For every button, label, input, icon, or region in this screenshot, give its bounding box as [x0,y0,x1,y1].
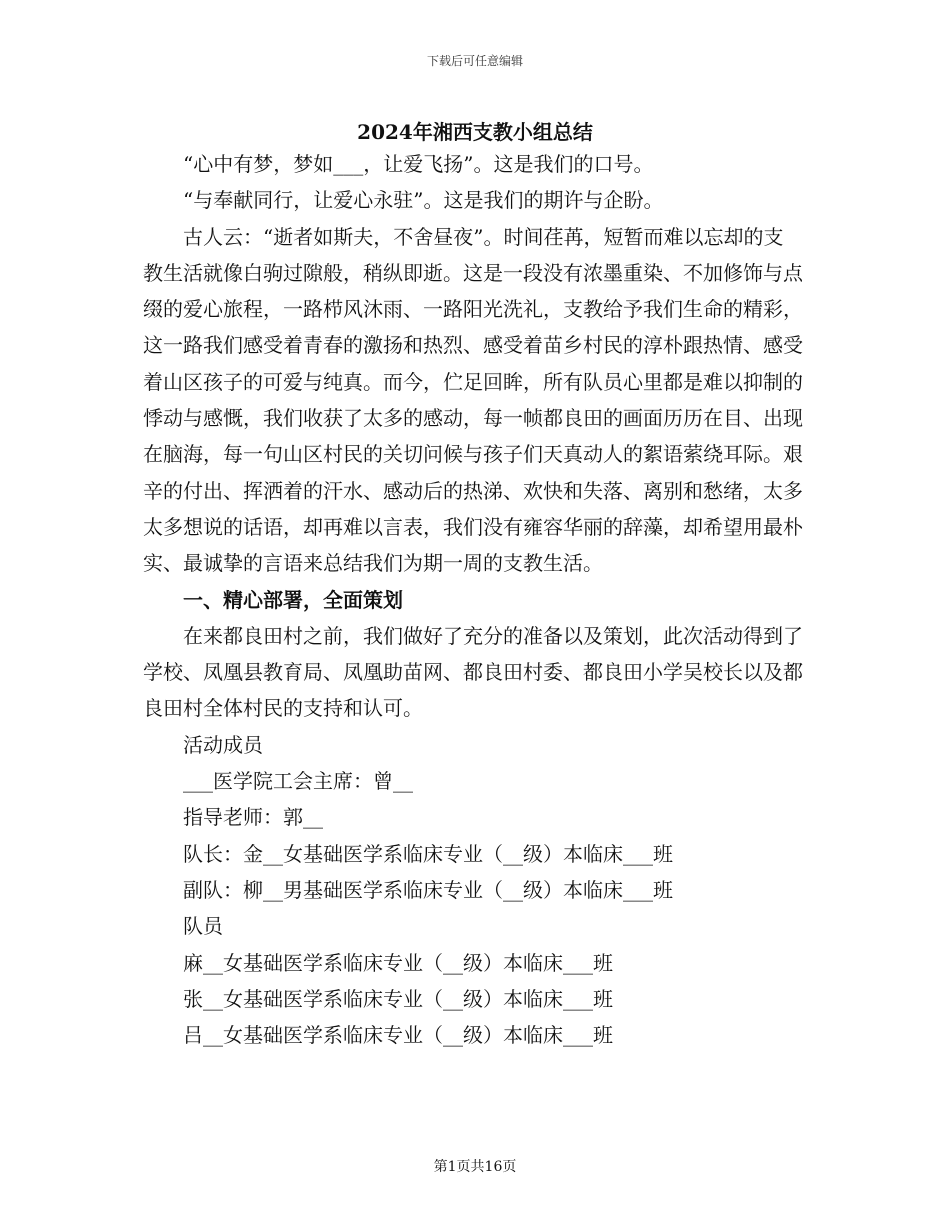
member-chair: ___医学院工会主席：曾__ [183,769,413,794]
team-label: 队员 [183,914,223,939]
team-member: 麻__女基础医学系临床专业（__级）本临床___班 [183,950,613,975]
team-member: 张__女基础医学系临床专业（__级）本临床___班 [183,986,613,1011]
paragraph-intro: 古人云：“逝者如斯夫，不舍昼夜”。时间荏苒，短暂而难以忘却的支教生活就像白驹过隙般，稍纵即逝。这是一段没有浓墨重染、不加修饰与点缀的爱心旅程，一路栉风沐雨、一路阳光洗礼，支教给予我们生命的精彩，这一路我们感受着青春的激扬和热烈、感受着苗乡村民的淳朴跟热情、感受着山区孩子的可爱与纯真。而今，伫足回眸，所有队员心里都是难以抑制的悸动与感慨，我们收获了太多的感动，每一帧都良田的画面历历在目、出现在脑海，每一句山区村民的关切问候与孩子们天真动人的絮语萦绕耳际。艰辛的付出、挥洒着的汗水、感动后的热涕、欢快和失落、离别和愁绪，太多太多想说的话语，却再难以言表，我们没有雍容华丽的辞藻，却希望用最朴实、最诚挚的言语来总结我们为期一周的支教生活。 [143,224,803,576]
team-member: 吕__女基础医学系临床专业（__级）本临床___班 [183,1023,613,1048]
document-title: 2024年湘西支教小组总结 [357,120,593,144]
member-advisor: 指导老师：郭__ [183,805,323,830]
member-vice-captain: 副队：柳__男基础医学系临床专业（__级）本临床___班 [183,877,673,902]
document-body [143,146,803,1053]
page-footer: 第1页共16页 [433,1159,517,1175]
member-captain: 队长：金__女基础医学系临床专业（__级）本临床___班 [183,841,673,866]
paragraph-preparation: 在来都良田村之前，我们做好了充分的准备以及策划，此次活动得到了学校、凤凰县教育局、凤凰助苗网、都良田村委、都良田小学吴校长以及都良田村全体村民的支持和认可。 [143,623,803,721]
paragraph-expectation: “与奉献同行，让爱心永驻”。这是我们的期许与企盼。 [183,188,664,213]
paragraph-slogan: “心中有梦，梦如___，让爱飞扬”。这是我们的口号。 [183,152,654,176]
section-heading: 一、精心部署，全面策划 [183,587,403,612]
members-heading: 活动成员 [183,732,263,757]
page-header: 下载后可任意编辑 [426,54,523,68]
